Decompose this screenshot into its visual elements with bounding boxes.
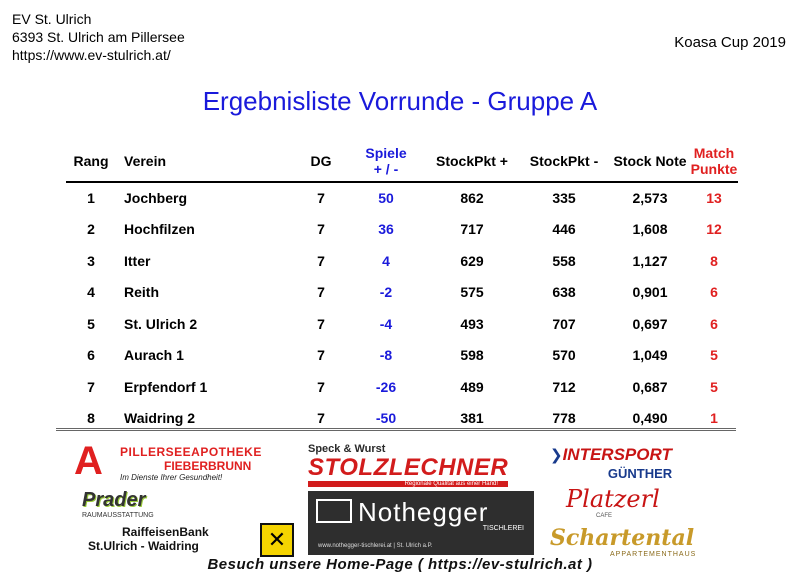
- col-rang: Rang: [66, 140, 116, 182]
- cell-dg: 7: [317, 284, 325, 301]
- sponsor-schartental-sub: APPARTEMENTHAUS: [610, 551, 697, 558]
- col-dg: DG: [296, 140, 346, 182]
- cell-match-punkte: 13: [706, 190, 722, 207]
- cell-verein: Itter: [124, 252, 151, 269]
- cell-spiele: 4: [382, 252, 390, 269]
- cell-stockpkt-minus: 558: [552, 252, 576, 269]
- table-row: [66, 371, 738, 403]
- table-header-row: [66, 140, 738, 182]
- sponsor-apotheke-slogan: Im Dienste Ihrer Gesundheit!: [120, 473, 223, 482]
- cell-match-punkte: 8: [710, 252, 718, 269]
- nothegger-logo-icon: [316, 499, 352, 523]
- cell-dg: 7: [317, 378, 325, 395]
- cell-rang: 3: [87, 252, 95, 269]
- cell-spiele: 36: [378, 221, 394, 238]
- cell-match-punkte: 12: [706, 221, 722, 238]
- table-row: [66, 214, 738, 246]
- cell-dg: 7: [317, 252, 325, 269]
- sponsor-raiffeisen-name: RaiffeisenBank: [122, 525, 209, 539]
- cell-stockpkt-minus: 446: [552, 221, 576, 238]
- sponsor-schartental: [550, 525, 730, 559]
- col-match-line1: Match: [693, 144, 735, 161]
- cell-match-punkte: 5: [710, 347, 718, 364]
- col-match-punkte: [690, 140, 738, 182]
- col-stockpkt-plus: StockPkt +: [426, 140, 518, 182]
- cell-stockpkt-minus: 778: [552, 410, 576, 427]
- cell-spiele: 50: [378, 190, 394, 207]
- col-verein: Verein: [116, 140, 296, 182]
- cell-match-punkte: 6: [710, 284, 718, 301]
- cell-stock-note: 0,687: [632, 378, 668, 395]
- cell-dg: 7: [317, 221, 325, 238]
- cell-dg: 7: [317, 190, 325, 207]
- cell-dg: 7: [317, 315, 325, 332]
- cell-verein: Waidring 2: [124, 410, 196, 427]
- col-spiele-line1: Spiele: [365, 144, 407, 161]
- cell-rang: 8: [87, 410, 95, 427]
- cell-stockpkt-plus: 717: [460, 221, 484, 238]
- cell-spiele: -2: [379, 284, 393, 301]
- cell-rang: 4: [87, 284, 95, 301]
- club-info: [12, 10, 185, 64]
- sponsor-prader-sub: RAUMAUSSTATTUNG: [82, 512, 154, 519]
- cell-spiele: -26: [375, 378, 397, 395]
- club-name: EV St. Ulrich: [12, 11, 92, 27]
- cell-verein: St. Ulrich 2: [124, 315, 198, 332]
- cell-verein: Erpfendorf 1: [124, 378, 208, 395]
- col-spiele: [346, 140, 426, 182]
- sponsor-prader: [82, 489, 192, 525]
- intersport-chevron-icon: ❯: [550, 447, 563, 464]
- club-address: 6393 St. Ulrich am Pillersee: [12, 29, 185, 45]
- table-row: [66, 308, 738, 340]
- cell-spiele: -8: [379, 347, 393, 364]
- cell-verein: Jochberg: [124, 190, 188, 207]
- sponsor-apotheke-town: FIEBERBRUNN: [164, 459, 252, 473]
- pharmacy-a-icon: A: [74, 439, 103, 483]
- sponsor-raiffeisen: [82, 525, 302, 557]
- table-row: [66, 340, 738, 372]
- cell-stock-note: 1,127: [632, 252, 668, 269]
- cell-spiele: -4: [379, 315, 393, 332]
- sponsor-nothegger-name: Nothegger: [358, 497, 489, 527]
- col-spiele-line2: + / -: [373, 160, 399, 177]
- cell-stockpkt-minus: 335: [552, 190, 576, 207]
- cell-stockpkt-minus: 712: [552, 378, 576, 395]
- cell-rang: 2: [87, 221, 95, 238]
- cell-rang: 6: [87, 347, 95, 364]
- cell-stock-note: 2,573: [632, 190, 668, 207]
- sponsor-stolzlechner: [308, 443, 538, 489]
- sponsor-schartental-name: Schartental: [550, 525, 695, 551]
- page-title: Ergebnisliste Vorrunde - Gruppe A: [202, 86, 598, 116]
- cell-verein: Reith: [124, 284, 159, 301]
- cell-rang: 1: [87, 190, 95, 207]
- sponsor-intersport-label: INTERSPORT: [562, 445, 672, 464]
- cell-dg: 7: [317, 410, 325, 427]
- cell-stockpkt-plus: 862: [460, 190, 484, 207]
- sponsor-platzerl: [566, 485, 706, 523]
- cell-stockpkt-minus: 570: [552, 347, 576, 364]
- sponsor-nothegger-url: www.nothegger-tischlerei.at | St. Ulrich a.P.: [318, 543, 433, 549]
- sponsor-stolzlechner-top: Speck & Wurst: [308, 443, 386, 455]
- results-table: [66, 140, 738, 434]
- sponsor-platzerl-sub: CAFE: [596, 513, 613, 519]
- cup-title: Koasa Cup 2019: [674, 34, 786, 51]
- sponsor-prader-name: Prader: [82, 489, 146, 511]
- cell-rang: 7: [87, 378, 95, 395]
- col-stockpkt-minus: StockPkt -: [518, 140, 610, 182]
- sponsor-stolzlechner-slogan: Regionale Qualität aus einer Hand!: [308, 481, 508, 487]
- sponsor-intersport: [550, 445, 730, 485]
- cell-match-punkte: 5: [710, 378, 718, 395]
- cell-stock-note: 0,697: [632, 315, 668, 332]
- sponsor-nothegger: [308, 491, 534, 555]
- cell-dg: 7: [317, 347, 325, 364]
- cell-stock-note: 0,901: [632, 284, 668, 301]
- cell-stockpkt-plus: 629: [460, 252, 484, 269]
- sponsor-raiffeisen-town: St.Ulrich - Waidring: [88, 539, 199, 553]
- cell-stockpkt-minus: 638: [552, 284, 576, 301]
- cell-stockpkt-plus: 575: [460, 284, 484, 301]
- col-match-line2: Punkte: [690, 160, 738, 177]
- raiffeisen-gable-icon: ✕: [260, 523, 294, 557]
- table-row: [66, 245, 738, 277]
- cell-match-punkte: 1: [710, 410, 718, 427]
- cell-spiele: -50: [375, 410, 397, 427]
- cell-stock-note: 1,049: [632, 347, 668, 364]
- cell-stock-note: 0,490: [632, 410, 668, 427]
- cell-stockpkt-plus: 598: [460, 347, 484, 364]
- club-url[interactable]: https://www.ev-stulrich.at/: [12, 47, 171, 63]
- homepage-link[interactable]: Besuch unsere Home-Page ( https://ev-stulrich.at ): [207, 556, 593, 573]
- sponsor-nothegger-sub: TISCHLEREI: [482, 525, 524, 532]
- cell-match-punkte: 6: [710, 315, 718, 332]
- cell-rang: 5: [87, 315, 95, 332]
- col-stock-note: Stock Note: [610, 140, 690, 182]
- table-row: [66, 277, 738, 309]
- sponsor-intersport-owner: GÜNTHER: [607, 466, 673, 481]
- cell-stockpkt-minus: 707: [552, 315, 576, 332]
- cell-stockpkt-plus: 493: [460, 315, 484, 332]
- sponsor-intersport-name: [550, 445, 730, 465]
- table-row: [66, 182, 738, 214]
- cell-stock-note: 1,608: [632, 221, 668, 238]
- cell-stockpkt-plus: 489: [460, 378, 484, 395]
- sponsor-platzerl-name: Platzerl: [566, 485, 660, 513]
- sponsor-pillerseeapotheke: [74, 441, 294, 481]
- cell-verein: Aurach 1: [124, 347, 184, 364]
- sponsor-stolzlechner-name: STOLZLECHNER: [308, 454, 509, 481]
- sponsor-apotheke-name: PILLERSEEAPOTHEKE: [120, 445, 262, 459]
- cell-verein: Hochfilzen: [124, 221, 195, 238]
- cell-stockpkt-plus: 381: [460, 410, 484, 427]
